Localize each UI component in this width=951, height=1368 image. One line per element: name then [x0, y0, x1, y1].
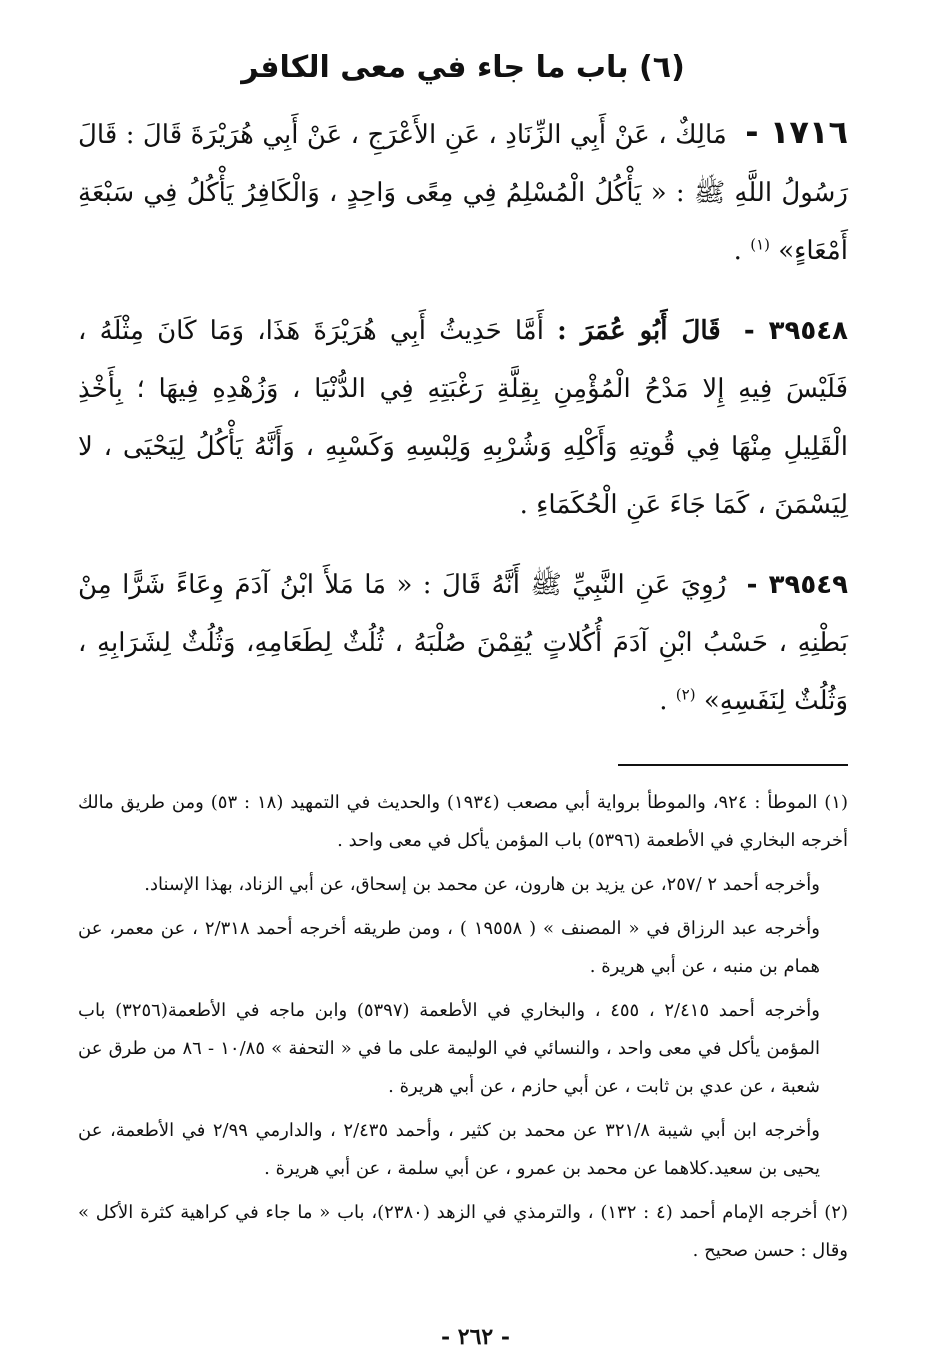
- footnote-divider: [618, 764, 848, 766]
- footnote-1-cont: وأخرجه ابن أبي شيبة ٣٢١/٨ عن محمد بن كثير ، وأحمد ٢/٤٣٥ ، والدارمي ٢/٩٩ في الأطعمة، عن يحيى بن سعيد.كلاهما عن محمد بن عمرو ، عن أبي سلمة ، عن أبي هريرة .: [78, 1120, 820, 1179]
- paragraph-39548: [78, 302, 848, 534]
- paragraph-end: .: [659, 686, 668, 716]
- footnote-ref-1: (١): [750, 235, 770, 254]
- footnote-2: (٢) أخرجه الإمام أحمد (٤ : ١٣٢) ، والترمذي في الزهد (٢٣٨٠)، باب « ما جاء في كراهية كثرة الأكل » وقال : حسن صحيح .: [78, 1202, 848, 1261]
- paragraph-text: أَمَّا حَدِيثُ أَبِي هُرَيْرَةَ هَذَا، وَمَا كَانَ مِثْلَهُ ، فَلَيْسَ فِيهِ إِلا مَدْحُ الْمُؤْمِنِ بِقِلَّةِ رَغْبَتِهِ فِي الدُّنْيَا ، وَزُهْدِهِ فِيهَا ؛ بِأَخْذِ الْقَلِيلِ مِنْهَا فِي قُوتِهِ وَأَكْلِهِ وَشُرْبِهِ وَلِبْسِهِ وَكَسْبِهِ ، وَأَنَّهُ يَأْكُلُ لِيَحْيَى ، لا لِيَسْمَنَ ، كَمَا جَاءَ عَنِ الْحُكَمَاءِ .: [78, 316, 848, 520]
- chapter-title: (٦) باب ما جاء في معى الكافر: [241, 50, 685, 85]
- footnotes: [78, 784, 848, 1270]
- hadith-text: مَالِكٌ ، عَنْ أَبِي الزِّنَادِ ، عَنِ الأَعْرَجِ ، عَنْ أَبِي هُرَيْرَةَ قَالَ : قَالَ رَسُولُ اللَّهِ ﷺ : « يَأْكُلُ الْمُسْلِمُ فِي مِعًى وَاحِدٍ ، وَالْكَافِرُ يَأْكُلُ فِي سَبْعَةِ أَمْعَاءٍ»: [78, 120, 848, 266]
- footnote-1: (١) الموطأ : ٩٢٤، والموطأ برواية أبي مصعب (١٩٣٤) والحديث في التمهيد (١٨ : ٥٣) ومن طريق مالك أخرجه البخاري في الأطعمة (٥٣٩٦) باب المؤمن يأكل في معى واحد .: [78, 792, 848, 851]
- page-number: - ٢٦٢ -: [440, 1324, 511, 1350]
- footnote-1-cont: وأخرجه أحمد ٢/٤١٥ ، ٤٥٥ ، والبخاري في الأطعمة (٥٣٩٧) وابن ماجه في الأطعمة(٣٢٥٦) باب المؤمن يأكل في معى واحد ، والنسائي في الوليمة على ما في « التحفة » ١٠/٨٥ - ٨٦ من طرق عن شعبة ، عن عدي بن ثابت ، عن أبي حازم ، عن أبي هريرة .: [78, 1000, 820, 1097]
- page-content: [78, 50, 848, 1340]
- hadith-end: .: [733, 236, 742, 266]
- hadith-1716: [78, 103, 848, 280]
- footnote-ref-2: (٢): [675, 685, 696, 704]
- footnote-1-cont: وأخرجه عبد الرزاق في « المصنف » ( ١٩٥٥٨ ) ، ومن طريقه أخرجه أحمد ٢/٣١٨ ، عن معمر، عن همام بن منبه ، عن أبي هريرة .: [78, 918, 820, 977]
- footnote-1-cont: وأخرجه أحمد ٢ /٢٥٧، عن يزيد بن هارون، عن محمد بن إسحاق، عن أبي الزناد، بهذا الإسناد.: [144, 874, 820, 895]
- paragraph-39549: [78, 556, 848, 730]
- paragraph-number: ٣٩٥٤٩ -: [746, 570, 849, 600]
- paragraph-text: رُوِيَ عَنِ النَّبِيِّ ﷺ أَنَّهُ قَالَ : « مَا مَلأَ ابْنُ آدَمَ وِعَاءً شَرًّا مِنْ بَطْنِهِ ، حَسْبُ ابْنِ آدَمَ أُكُلاتٍ يُقِمْنَ صُلْبَهُ ، ثُلُثٌ لِطَعَامِهِ، وَثُلُثٌ لِشَرَابِهِ ، وَثُلُثٌ لِنَفَسِهِ»: [78, 570, 848, 716]
- paragraph-number: ٣٩٥٤٨ -: [743, 316, 849, 346]
- hadith-number: ١٧١٦ -: [745, 113, 849, 151]
- speaker-label: قَالَ أَبُو عُمَرَ :: [557, 316, 721, 346]
